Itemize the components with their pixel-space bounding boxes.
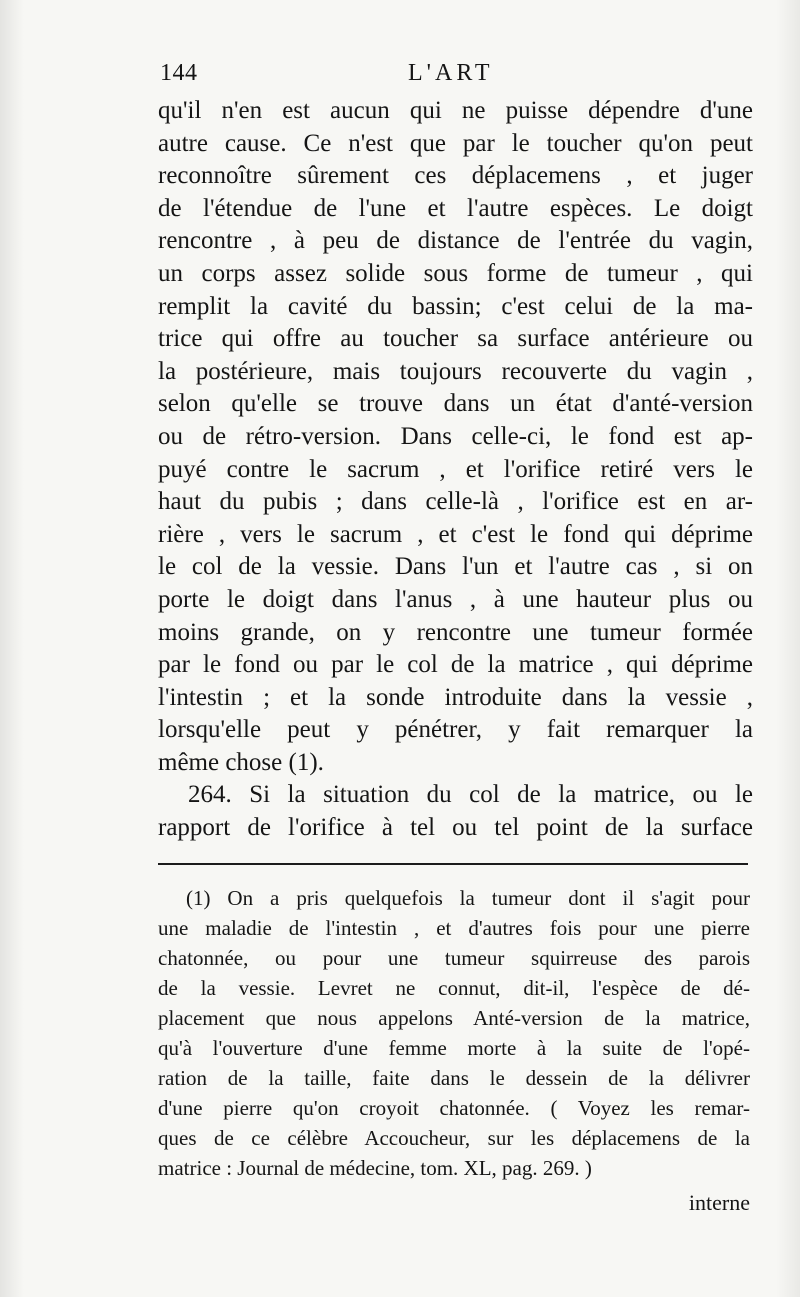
footnote-line: de la vessie. Levret ne connut, dit-il, l'espèce de dé- xyxy=(158,976,750,1000)
text-line: qu'il n'en est aucun qui ne puisse dépendre d'une xyxy=(158,97,753,124)
footnote-line: d'une pierre qu'on croyoit chatonnée. ( Voyez les remar- xyxy=(158,1096,750,1120)
text-line: la postérieure, mais toujours recouverte du vagin , xyxy=(158,357,753,385)
footnote-line: matrice : Journal de médecine, tom. XL, pag. 269. ) xyxy=(158,1156,592,1180)
text-line: 264. Si la situation du col de la matrice, ou le xyxy=(188,781,753,809)
text-line: par le fond ou par le col de la matrice , qui déprime xyxy=(158,651,753,679)
running-title: L'ART xyxy=(408,60,494,86)
text-line: trice qui offre au toucher sa surface antérieure ou xyxy=(158,325,753,353)
text-line: l'intestin ; et la sonde introduite dans la vessie , xyxy=(158,683,753,711)
text-line: moins grande, on y rencontre une tumeur formée xyxy=(158,618,753,646)
text-line: reconnoître sûrement ces déplacemens , et juger xyxy=(158,162,753,190)
footnote-line: une maladie de l'intestin , et d'autres fois pour une pierre xyxy=(158,916,750,940)
text-line: rapport de l'orifice à tel ou tel point de la surface xyxy=(158,814,753,842)
footnote-line: ques de ce célèbre Accoucheur, sur les déplacemens de la xyxy=(158,1126,750,1150)
text-line: porte le doigt dans l'anus , à une hauteur plus ou xyxy=(158,585,753,613)
text-line: lorsqu'elle peut y pénétrer, y fait remarquer la xyxy=(158,716,753,744)
text-line: remplit la cavité du bassin; c'est celui de la ma- xyxy=(158,292,753,320)
main-text xyxy=(158,95,753,845)
text-line: rière , vers le sacrum , et c'est le fond qui déprime xyxy=(158,520,753,548)
text-line: haut du pubis ; dans celle-là , l'orifice est en ar- xyxy=(158,488,753,516)
text-line: selon qu'elle se trouve dans un état d'anté-version xyxy=(158,390,753,418)
text-line: puyé contre le sacrum , et l'orifice retiré vers le xyxy=(158,455,753,483)
text-line: de l'étendue de l'une et l'autre espèces. Le doigt xyxy=(158,194,753,222)
footnote-line: qu'à l'ouverture d'une femme morte à la suite de l'opé- xyxy=(158,1036,750,1060)
footnote-line: ration de la taille, faite dans le dessein de la délivrer xyxy=(158,1066,750,1090)
text-line: un corps assez solide sous forme de tumeur , qui xyxy=(158,259,753,287)
footnote-line: (1) On a pris quelquefois la tumeur dont il s'agit pour xyxy=(186,886,750,910)
text-line: rencontre , à peu de distance de l'entrée du vagin, xyxy=(158,227,753,255)
page-header xyxy=(158,58,748,92)
footnote-line: placement que nous appelons Anté-version de la matrice, xyxy=(158,1006,750,1030)
text-line: ou de rétro-version. Dans celle-ci, le fond est ap- xyxy=(158,422,753,450)
catchword: interne xyxy=(688,1190,750,1215)
footnote-line: chatonnée, ou pour une tumeur squirreuse des parois xyxy=(158,946,750,970)
text-line: autre cause. Ce n'est que par le toucher qu'on peut xyxy=(158,129,753,157)
text-line: même chose (1). xyxy=(158,748,324,776)
page-number: 144 xyxy=(160,60,198,86)
text-line: le col de la vessie. Dans l'un et l'autre cas , si on xyxy=(158,553,753,581)
footnote xyxy=(158,883,750,1183)
footnote-rule xyxy=(158,863,748,865)
